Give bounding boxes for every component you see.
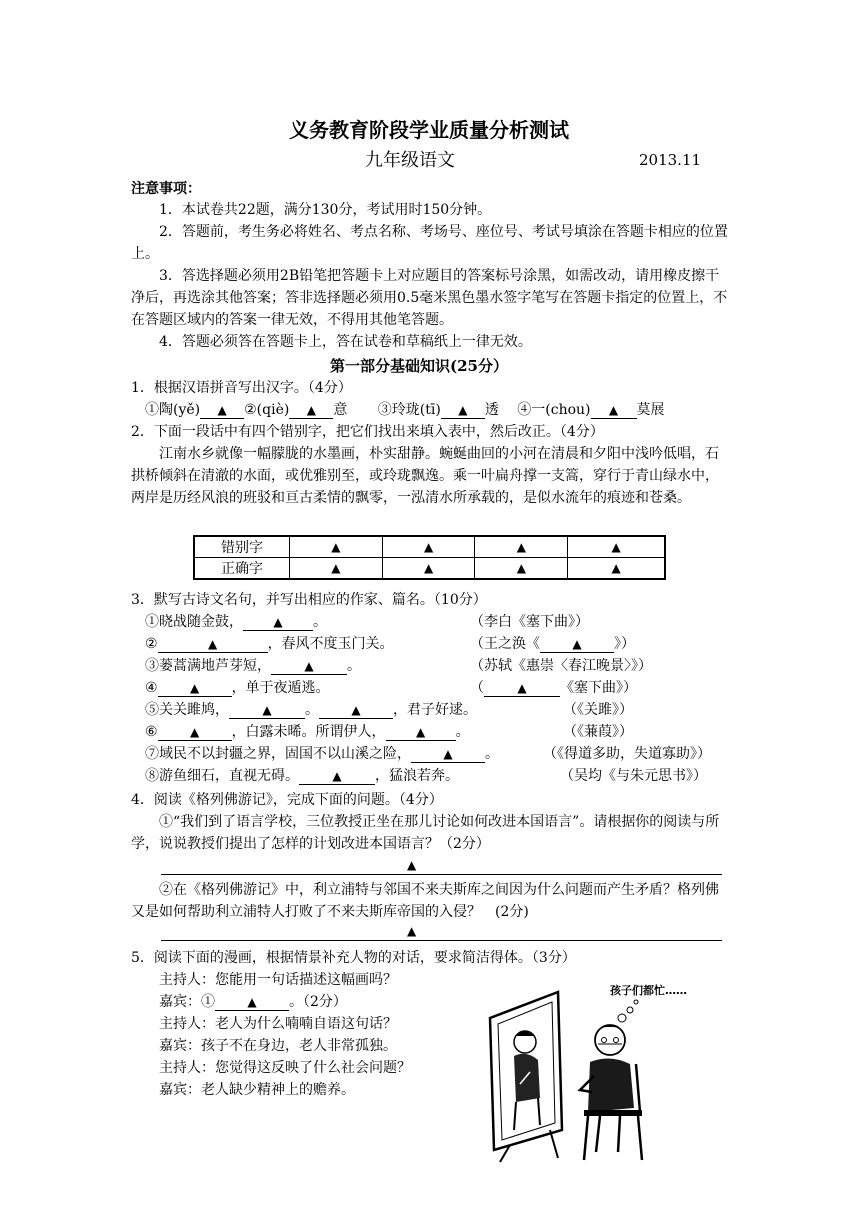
triangle-icon: ▲	[306, 403, 316, 417]
table-header-right: 正确字	[194, 558, 290, 580]
triangle-icon: ▲	[516, 561, 526, 575]
cartoon-caption: 孩子们都忙……	[610, 984, 687, 997]
triangle-icon: ▲	[331, 561, 341, 575]
q3-l2-text: ，春风不度玉门关。	[267, 636, 394, 652]
answer-blank[interactable]	[243, 614, 313, 631]
note-item-4: 4．答题必须答在答题卡上，答在试卷和草稿纸上一律无效。	[159, 334, 532, 350]
triangle-icon: ▲	[304, 659, 314, 673]
triangle-icon: ▲	[273, 615, 283, 629]
note-item-3: 3．答选择题必须用2B铅笔把答题卡上对应题目的答案标号涂黑，如需改动，请用橡皮擦干净后，再选涂其他答案；答非选择题必须用0.5毫米黑色墨水签字笔写在答题卡指定的位置上，不在答题区域内的答案一律无效，不得用其他笔答题。	[131, 268, 728, 328]
triangle-icon: ▲	[423, 540, 434, 554]
answer-blank[interactable]	[158, 724, 232, 741]
triangle-icon: ▲	[217, 403, 227, 417]
q3-l8-text: ⑧游鱼细石，直视无碍。	[145, 768, 299, 784]
triangle-icon: ▲	[262, 703, 272, 717]
period: 。	[347, 658, 361, 674]
q1-items	[145, 399, 665, 421]
notes-heading: 注意事项：	[131, 181, 201, 197]
triangle-icon: ▲	[189, 725, 200, 739]
q3-line-7	[145, 743, 499, 765]
q3-line-5	[145, 699, 477, 721]
page-subtitle: 九年级语文	[365, 150, 455, 171]
q3-l6-text: ，白露未晞。所谓伊人，	[231, 724, 386, 740]
answer-blank[interactable]	[484, 680, 560, 697]
answer-blank[interactable]	[289, 402, 333, 419]
answer-blank[interactable]	[229, 702, 305, 719]
table-cell[interactable]	[382, 558, 475, 580]
cartoon-image	[480, 980, 710, 1165]
period: 。	[455, 724, 470, 740]
q3-l4-text: ，单于夜遁逃。	[231, 680, 330, 696]
q3-stem: 3．默写古诗文名句，并写出相应的作家、篇名。（10分）	[131, 592, 487, 608]
table-row	[194, 558, 665, 580]
triangle-icon: ▲	[247, 995, 257, 1009]
answer-blank[interactable]	[591, 402, 637, 419]
answer-blank[interactable]	[200, 402, 244, 419]
q2-passage: 江南水乡就像一幅朦胧的水墨画，朴实甜静。蜿蜒曲回的小河在清晨和夕阳中浅吟低唱，石拱桥倾斜在清澈的水面，或优雅别至，或玲珑飘逸。乘一叶扁舟撑一支篙，穿行于青山绿水中，两岸是历经风浪的班驳和亘古柔情的飘零，一泓清水所承载的，是似水流年的痕迹和苍桑。	[131, 446, 719, 506]
note-item-1: 1．本试卷共22题，满分130分，考试用时150分钟。	[159, 202, 492, 218]
triangle-icon: ▲	[407, 924, 417, 938]
answer-blank[interactable]	[411, 746, 485, 763]
note-item-2: 2．答题前，考生务必将姓名、考点名称、考场号、座位号、考试号填涂在答题卡相应的位置上。	[131, 224, 728, 262]
q3-l7-text: ⑦域民不以封疆之界，固国不以山溪之险，	[145, 746, 411, 762]
q3-l5-source: （《关雎》）	[563, 702, 633, 718]
triangle-icon: ▲	[611, 540, 621, 554]
q5-dialog-1: 主持人：您能用一句话描述这幅画吗？	[159, 972, 397, 988]
q3-line-4	[145, 677, 330, 699]
q5-dialog-5: 主持人：您觉得这反映了什么社会问题？	[159, 1060, 411, 1076]
q5-dialog-3: 主持人：老人为什么喃喃自语这句话？	[159, 1016, 397, 1032]
table-cell[interactable]	[475, 558, 568, 580]
page-title: 义务教育阶段学业质量分析测试	[289, 118, 569, 142]
q3-line-2	[145, 633, 394, 655]
table-cell[interactable]	[568, 558, 665, 580]
q3-l6-source: （《蒹葭》）	[563, 724, 633, 740]
answer-blank[interactable]	[386, 724, 456, 741]
q3-l1-source: （李白《塞下曲》）	[470, 614, 589, 630]
triangle-icon: ▲	[458, 403, 468, 417]
q3-l2-src-pre: （王之涣《	[470, 636, 540, 652]
answer-blank[interactable]	[441, 402, 485, 419]
q5-d2-post: 。（2分）	[289, 994, 347, 1010]
q5-dialog-2	[159, 991, 347, 1013]
period: 。	[313, 614, 327, 630]
q3-l8-tail: ，猛浪若奔。	[375, 768, 459, 784]
q3-l4-src-post: 《塞下曲》）	[560, 680, 637, 696]
triangle-icon: ▲	[189, 681, 200, 695]
q3-l6-pre: ⑥	[145, 724, 158, 740]
exam-date: 2013.11	[639, 151, 702, 169]
q2-stem: 2．下面一段话中有四个错别字，把它们找出来填入表中，然后改正。（4分）	[131, 424, 604, 440]
q3-l3-source: （苏轼《惠崇〈春江晚景〉》）	[470, 658, 652, 674]
q3-l2-pre: ②	[145, 636, 158, 652]
q3-l7-source: （《得道多助，失道寡助》）	[543, 746, 711, 762]
triangle-icon: ▲	[407, 858, 417, 872]
q3-l8-source: （吴均《与朱元思书》）	[560, 768, 707, 784]
triangle-icon: ▲	[516, 540, 526, 554]
q4-sub2: ②在《格列佛游记》中，利立浦特与邻国不来夫斯库之间因为什么问题而产生矛盾？格列佛又是如何帮助利立浦特人打败了不来夫斯库帝国的入侵？ (2分)	[131, 882, 719, 920]
q3-l4-pre: ④	[145, 680, 158, 696]
q1-a: ①陶(yě)	[145, 402, 201, 418]
q5-stem: 5．阅读下面的漫画，根据情景补充人物的对话，要求简洁得体。（3分）	[131, 950, 576, 966]
q1-d-tail: 莫展	[636, 402, 665, 418]
triangle-icon: ▲	[331, 540, 341, 554]
q1-d: ④一(chou)	[517, 402, 591, 418]
section-title: 第一部分基础知识(25分）	[330, 357, 508, 375]
q3-l5-text: ⑤关关雎鸠，	[145, 702, 229, 718]
q1-stem: 1．根据汉语拼音写出汉字。（4分）	[131, 380, 352, 396]
q3-l4-src-pre: （	[470, 680, 484, 696]
q3-l5-mid: 。	[305, 702, 319, 718]
triangle-icon: ▲	[517, 681, 527, 695]
answer-line[interactable]	[161, 940, 722, 941]
triangle-icon: ▲	[332, 769, 342, 783]
q1-b: ②(qiè)	[244, 402, 290, 418]
answer-blank[interactable]	[319, 702, 393, 719]
answer-blank[interactable]	[299, 768, 375, 785]
answer-blank[interactable]	[215, 994, 289, 1011]
triangle-icon: ▲	[608, 403, 619, 417]
answer-line[interactable]	[161, 874, 722, 875]
answer-blank[interactable]	[158, 636, 268, 653]
triangle-icon: ▲	[572, 637, 582, 651]
q5-dialog-4: 嘉宾：孩子不在身边，老人非常孤独。	[159, 1038, 397, 1054]
error-table	[193, 535, 666, 580]
table-cell[interactable]	[290, 558, 383, 580]
q3-line-8	[145, 765, 459, 787]
q3-line-3	[145, 655, 361, 677]
cartoon-drawing	[480, 980, 710, 1165]
triangle-icon: ▲	[351, 703, 361, 717]
table-cell[interactable]	[568, 536, 665, 558]
q3-l3-text: ③蒌蒿满地芦芽短，	[145, 658, 271, 674]
q3-l1-text: ①晓战随金鼓，	[145, 614, 243, 630]
period: 。	[485, 746, 499, 762]
table-cell[interactable]	[475, 536, 568, 558]
triangle-icon: ▲	[443, 747, 453, 761]
triangle-icon: ▲	[423, 561, 434, 575]
q1-c: ③玲珑(tī)	[377, 402, 441, 418]
q3-l2-src-post: 》）	[614, 636, 635, 652]
table-header-wrong: 错别字	[194, 536, 290, 558]
table-row	[194, 536, 665, 558]
q3-line-6	[145, 721, 470, 743]
q1-c-tail: 透	[484, 402, 499, 418]
q1-b-tail: 意	[333, 402, 348, 418]
triangle-icon: ▲	[611, 561, 621, 575]
q5-d2-pre: 嘉宾：①	[159, 994, 215, 1010]
q3-l2-source	[470, 633, 635, 655]
q3-l5-tail: ，君子好逑。	[393, 702, 477, 718]
answer-blank[interactable]	[158, 680, 232, 697]
q3-l4-source	[470, 677, 637, 699]
triangle-icon: ▲	[415, 725, 426, 739]
answer-blank[interactable]	[540, 636, 614, 653]
triangle-icon: ▲	[207, 637, 218, 651]
table-cell[interactable]	[382, 536, 475, 558]
q4-stem: 4．阅读《格列佛游记》，完成下面的问题。（4分）	[131, 792, 443, 808]
q3-line-1	[145, 611, 327, 633]
table-cell[interactable]	[290, 536, 383, 558]
q5-dialog-6: 嘉宾：老人缺少精神上的赡养。	[159, 1082, 355, 1098]
q4-sub1: ①“我们到了语言学校，三位教授正坐在那儿讨论如何改进本国语言”。请根据你的阅读与所学，说说教授们提出了怎样的计划改进本国语言？（2分）	[131, 814, 720, 852]
answer-blank[interactable]	[271, 658, 347, 675]
